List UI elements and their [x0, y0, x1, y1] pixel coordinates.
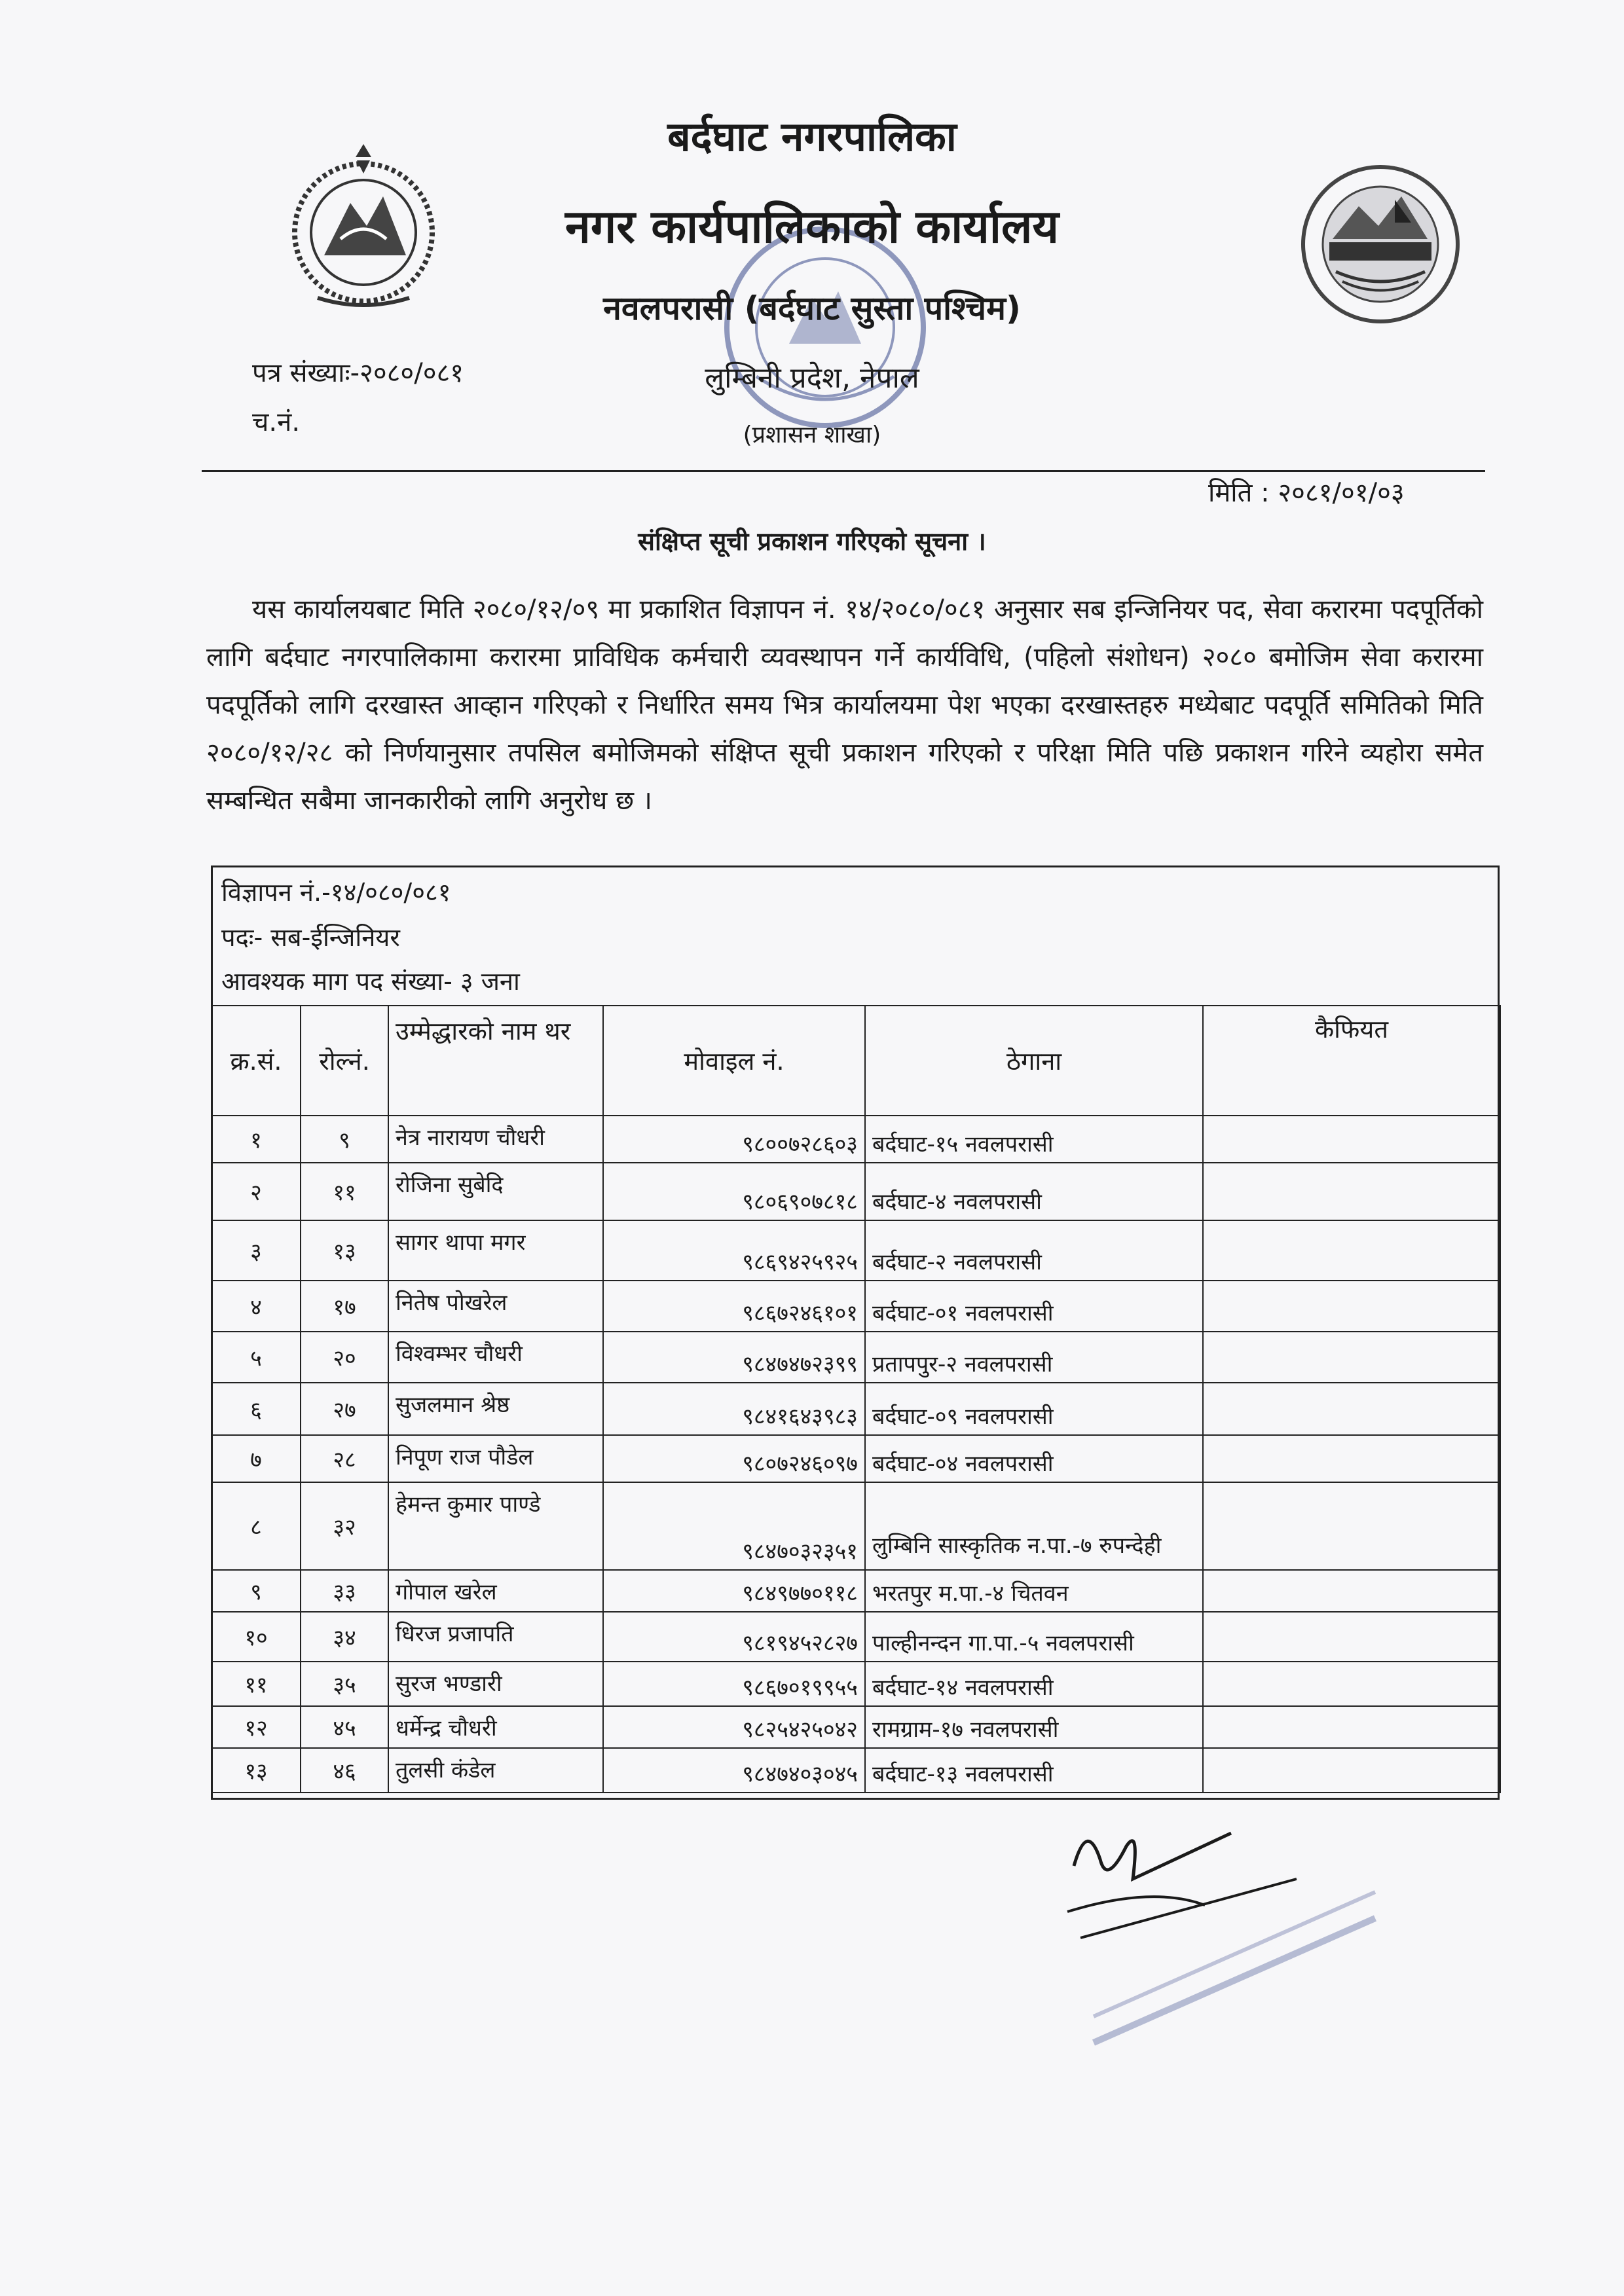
table-row [212, 1570, 1500, 1612]
district-name: नवलपरासी (बर्दघाट सुस्ता पश्चिम) [603, 289, 1021, 327]
cell-roll: ३३ [301, 1570, 388, 1612]
cell-sn: १३ [212, 1748, 301, 1793]
cell-mobile: ९८४७४७२३९९ [603, 1332, 865, 1383]
cell-roll: ४५ [301, 1706, 388, 1748]
cell-address: लुम्बिनि सास्कृतिक न.पा.-७ रुपन्देही [865, 1482, 1203, 1570]
cell-sn: १ [212, 1116, 301, 1163]
cell-address: बर्दघाट-०१ नवलपरासी [865, 1281, 1203, 1332]
cell-address: बर्दघाट-१३ नवलपरासी [865, 1748, 1203, 1793]
cell-mobile: ९८१९४५२८२७ [603, 1612, 865, 1662]
cell-remarks [1203, 1706, 1500, 1748]
cell-roll: ११ [301, 1163, 388, 1220]
cell-sn: ९ [212, 1570, 301, 1612]
cell-address: बर्दघाट-२ नवलपरासी [865, 1220, 1203, 1281]
cell-mobile: ९८४७०३२३५१ [603, 1482, 865, 1570]
cell-roll: ३४ [301, 1612, 388, 1662]
cell-address: पाल्हीनन्दन गा.पा.-५ नवलपरासी [865, 1612, 1203, 1662]
table-row [212, 1748, 1500, 1793]
table-row [212, 1482, 1500, 1570]
cell-mobile: ९८६७२४६१०१ [603, 1281, 865, 1332]
letter-reference-number: पत्र संख्याः-२०८०/०८१ [252, 358, 464, 388]
cell-name: सुजलमान श्रेष्ठ [388, 1383, 603, 1435]
cell-sn: ३ [212, 1220, 301, 1281]
cell-name: गोपाल खरेल [388, 1570, 603, 1612]
table-header-row [212, 1006, 1500, 1116]
cell-mobile: ९८२५४२५०४२ [603, 1706, 865, 1748]
cell-mobile: ९८६७०१९९५५ [603, 1662, 865, 1706]
column-header-sn: क्र.सं. [212, 1006, 301, 1116]
cell-name: धिरज प्रजापति [388, 1612, 603, 1662]
cell-mobile: ९८००७२८६०३ [603, 1116, 865, 1163]
cell-remarks [1203, 1116, 1500, 1163]
cell-name: विश्वम्भर चौधरी [388, 1332, 603, 1383]
table-row [212, 1435, 1500, 1482]
cell-mobile: ९८०६९०७८१८ [603, 1163, 865, 1220]
post-name: पदः- सब-ईन्जिनियर [221, 923, 400, 952]
table-row [212, 1163, 1500, 1220]
cell-name: सुरज भण्डारी [388, 1662, 603, 1706]
cell-address: बर्दघाट-०९ नवलपरासी [865, 1383, 1203, 1435]
cell-mobile: ९८४७४०३०४५ [603, 1748, 865, 1793]
cell-name: रोजिना सुबेदि [388, 1163, 603, 1220]
province-name: लुम्बिनी प्रदेश, नेपाल [705, 361, 919, 395]
cell-name: हेमन्त कुमार पाण्डे [388, 1482, 603, 1570]
cell-remarks [1203, 1281, 1500, 1332]
cell-remarks [1203, 1435, 1500, 1482]
cell-address: बर्दघाट-०४ नवलपरासी [865, 1435, 1203, 1482]
cell-name: तुलसी कंडेल [388, 1748, 603, 1793]
cell-roll: ३२ [301, 1482, 388, 1570]
cell-remarks [1203, 1748, 1500, 1793]
cell-roll: २८ [301, 1435, 388, 1482]
column-header-name: उम्मेद्धारको नाम थर [388, 1006, 603, 1116]
cell-name: नेत्र नारायण चौधरी [388, 1116, 603, 1163]
notice-title: संक्षिप्त सूची प्रकाशन गरिएको सूचना । [638, 527, 986, 556]
cell-sn: १२ [212, 1706, 301, 1748]
cell-sn: ६ [212, 1383, 301, 1435]
cell-sn: २ [212, 1163, 301, 1220]
cell-address: बर्दघाट-४ नवलपरासी [865, 1163, 1203, 1220]
column-header-remarks: कैफियत [1203, 1006, 1500, 1116]
office-name: नगर कार्यपालिकाको कार्यालय [564, 200, 1060, 253]
municipality-name: बर्दघाट नगरपालिका [667, 113, 957, 160]
cell-mobile: ९८०७२४६०९७ [603, 1435, 865, 1482]
cell-mobile: ९८४१६४३९८३ [603, 1383, 865, 1435]
letter-date: मिति : २०८१/०१/०३ [1208, 478, 1405, 508]
cell-remarks [1203, 1220, 1500, 1281]
table-row [212, 1383, 1500, 1435]
table-row [212, 1281, 1500, 1332]
cell-sn: १० [212, 1612, 301, 1662]
cell-roll: १३ [301, 1220, 388, 1281]
table-row [212, 1116, 1500, 1163]
cell-roll: २७ [301, 1383, 388, 1435]
table-row [212, 1706, 1500, 1748]
cell-roll: १७ [301, 1281, 388, 1332]
cell-sn: ४ [212, 1281, 301, 1332]
column-header-address: ठेगाना [865, 1006, 1203, 1116]
column-header-roll: रोल्नं. [301, 1006, 388, 1116]
cell-address: प्रतापपुर-२ नवलपरासी [865, 1332, 1203, 1383]
cell-sn: ८ [212, 1482, 301, 1570]
cell-roll: ४६ [301, 1748, 388, 1793]
notice-body: यस कार्यालयबाट मिति २०८०/१२/०९ मा प्रकाशित विज्ञापन नं. १४/२०८०/०८१ अनुसार सब इन्जिनियर पद, सेवा करारमा पदपूर्तिको लागि बर्दघाट नगरपालिकामा करारमा प्राविधिक कर्मचारी व्यवस्थापन गर्ने कार्यविधि, (पहिलो संशोधन) २०८० बमोजिम सेवा करारमा पदपूर्तिको लागि दरखास्त आव्हान गरिएको र निर्धारित समय भित्र कार्यालयमा पेश भएका दरखास्तहरु मध्येबाट पदपूर्ति समितिको मिति २०८०/१२/२८ को निर्णयानुसार तपसिल बमोजिमको संक्षिप्त सूची प्रकाशन गरिएको र परिक्षा मिति पछि प्रकाशन गरिने व्यहोरा समेत सम्बन्धित सबैमा जानकारीको लागि अनुरोध छ । [206, 594, 1483, 816]
column-header-mobile: मोवाइल नं. [603, 1006, 865, 1116]
signature-stamp-icon [1035, 1807, 1401, 2069]
table-row [212, 1662, 1500, 1706]
cell-sn: ७ [212, 1435, 301, 1482]
header-divider [202, 470, 1485, 472]
section-name: (प्रशासन शाखा) [743, 422, 881, 448]
table-row [212, 1220, 1500, 1281]
cell-sn: ११ [212, 1662, 301, 1706]
vacancy-count: आवश्यक माग पद संख्या- ३ जना [221, 967, 520, 996]
cell-mobile: ९८६९४२५९२५ [603, 1220, 865, 1281]
cell-name: धर्मेन्द्र चौधरी [388, 1706, 603, 1748]
cell-address: बर्दघाट-१५ नवलपरासी [865, 1116, 1203, 1163]
cell-address: बर्दघाट-१४ नवलपरासी [865, 1662, 1203, 1706]
cell-remarks [1203, 1332, 1500, 1383]
cell-roll: २० [301, 1332, 388, 1383]
table-row [212, 1612, 1500, 1662]
candidate-table [211, 1005, 1501, 1793]
cell-roll: ३५ [301, 1662, 388, 1706]
cell-remarks [1203, 1570, 1500, 1612]
cell-remarks [1203, 1612, 1500, 1662]
cell-remarks [1203, 1662, 1500, 1706]
cell-name: निपूण राज पौडेल [388, 1435, 603, 1482]
cell-remarks [1203, 1163, 1500, 1220]
dispatch-number: च.नं. [252, 407, 301, 437]
cell-address: रामग्राम-१७ नवलपरासी [865, 1706, 1203, 1748]
table-row [212, 1332, 1500, 1383]
cell-roll: ९ [301, 1116, 388, 1163]
cell-address: भरतपुर म.पा.-४ चितवन [865, 1570, 1203, 1612]
cell-name: सागर थापा मगर [388, 1220, 603, 1281]
cell-remarks [1203, 1383, 1500, 1435]
cell-mobile: ९८४९७७०११८ [603, 1570, 865, 1612]
advert-number: विज्ञापन नं.-१४/०८०/०८१ [221, 878, 451, 907]
cell-remarks [1203, 1482, 1500, 1570]
cell-sn: ५ [212, 1332, 301, 1383]
cell-name: नितेष पोखरेल [388, 1281, 603, 1332]
